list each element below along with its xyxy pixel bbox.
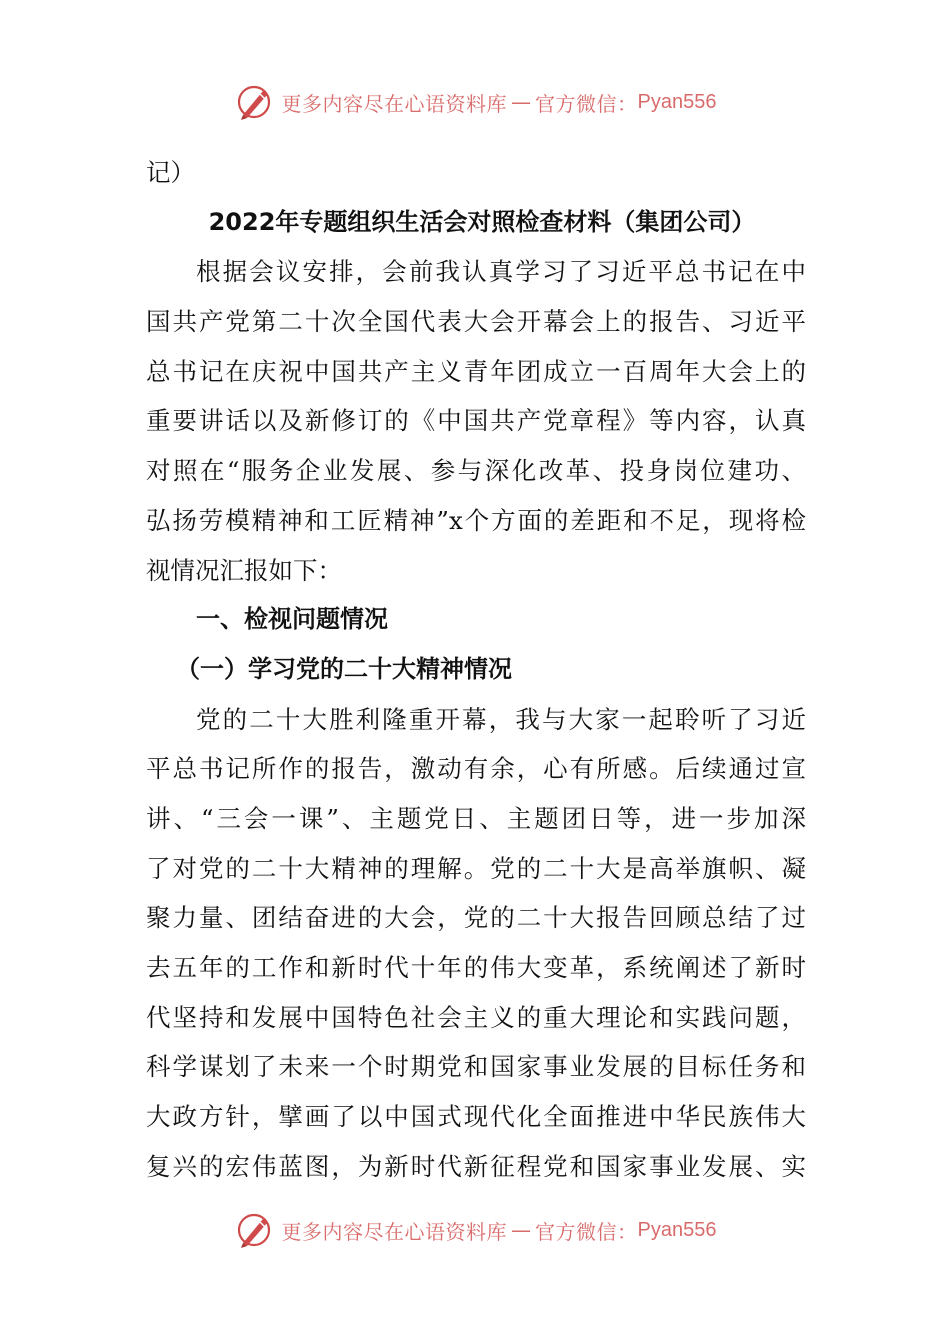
watermark-label: 官方微信： xyxy=(535,91,638,116)
watermark-separator: — xyxy=(511,90,532,114)
body-line: 复兴的宏伟蓝图，为新时代新征程党和国家事业发展、实 xyxy=(146,1151,806,1181)
watermark-text: 更多内容尽在心语资料库 xyxy=(281,1219,508,1244)
watermark-wechat-id: Pyan556 xyxy=(637,1218,717,1241)
subsection-heading: （一）学习党的二十大精神情况 xyxy=(176,654,512,683)
body-line: 平总书记所作的报告，激动有余，心有所感。后续通过宣 xyxy=(146,754,806,784)
body-line: 大政方针，擘画了以中国式现代化全面推进中华民族伟大 xyxy=(146,1102,806,1132)
body-line: 了对党的二十大精神的理解。党的二十大是高举旗帜、凝 xyxy=(146,853,806,883)
pen-logo-icon xyxy=(234,1210,274,1250)
body-line: 去五年的工作和新时代十年的伟大变革，系统阐述了新时 xyxy=(146,953,806,982)
document-title: 2022年专题组织生活会对照检查材料（集团公司） xyxy=(208,207,756,236)
intro-line: 根据会议安排，会前我认真学习了习近平总书记在中 xyxy=(196,257,806,287)
intro-line: 总书记在庆祝中国共产主义青年团成立一百周年大会上的 xyxy=(146,356,806,386)
watermark-label: 官方微信： xyxy=(535,1219,638,1244)
intro-line: 重要讲话以及新修订的《中国共产党章程》等内容，认真 xyxy=(146,406,806,436)
watermark-separator: — xyxy=(511,1218,532,1242)
section-heading: 一、检视问题情况 xyxy=(196,605,388,634)
intro-line: 国共产党第二十次全国代表大会开幕会上的报告、习近平 xyxy=(146,307,806,337)
fragment-line: 记） xyxy=(146,158,195,187)
body-line: 聚力量、团结奋进的大会，党的二十大报告回顾总结了过 xyxy=(146,903,806,933)
body-line: 科学谋划了未来一个时期党和国家事业发展的目标任务和 xyxy=(146,1052,806,1082)
pen-logo-icon xyxy=(234,82,274,122)
intro-line: 对照在“服务企业发展、参与深化改革、投身岗位建功、 xyxy=(146,456,806,486)
body-line: 代坚持和发展中国特色社会主义的重大理论和实践问题， xyxy=(146,1002,806,1032)
body-line: 党的二十大胜利隆重开幕，我与大家一起聆听了习近 xyxy=(196,704,806,734)
body-line: 讲、“三会一课”、主题党日、主题团日等，进一步加深 xyxy=(146,803,806,833)
footer-watermark xyxy=(0,1208,950,1252)
intro-line: 弘扬劳模精神和工匠精神”x个方面的差距和不足，现将检 xyxy=(146,505,806,535)
watermark-wechat-id: Pyan556 xyxy=(637,90,717,113)
document-body xyxy=(146,148,806,1191)
watermark-text: 更多内容尽在心语资料库 xyxy=(281,91,508,116)
intro-line: 视情况汇报如下： xyxy=(146,555,342,585)
header-watermark xyxy=(0,80,950,124)
